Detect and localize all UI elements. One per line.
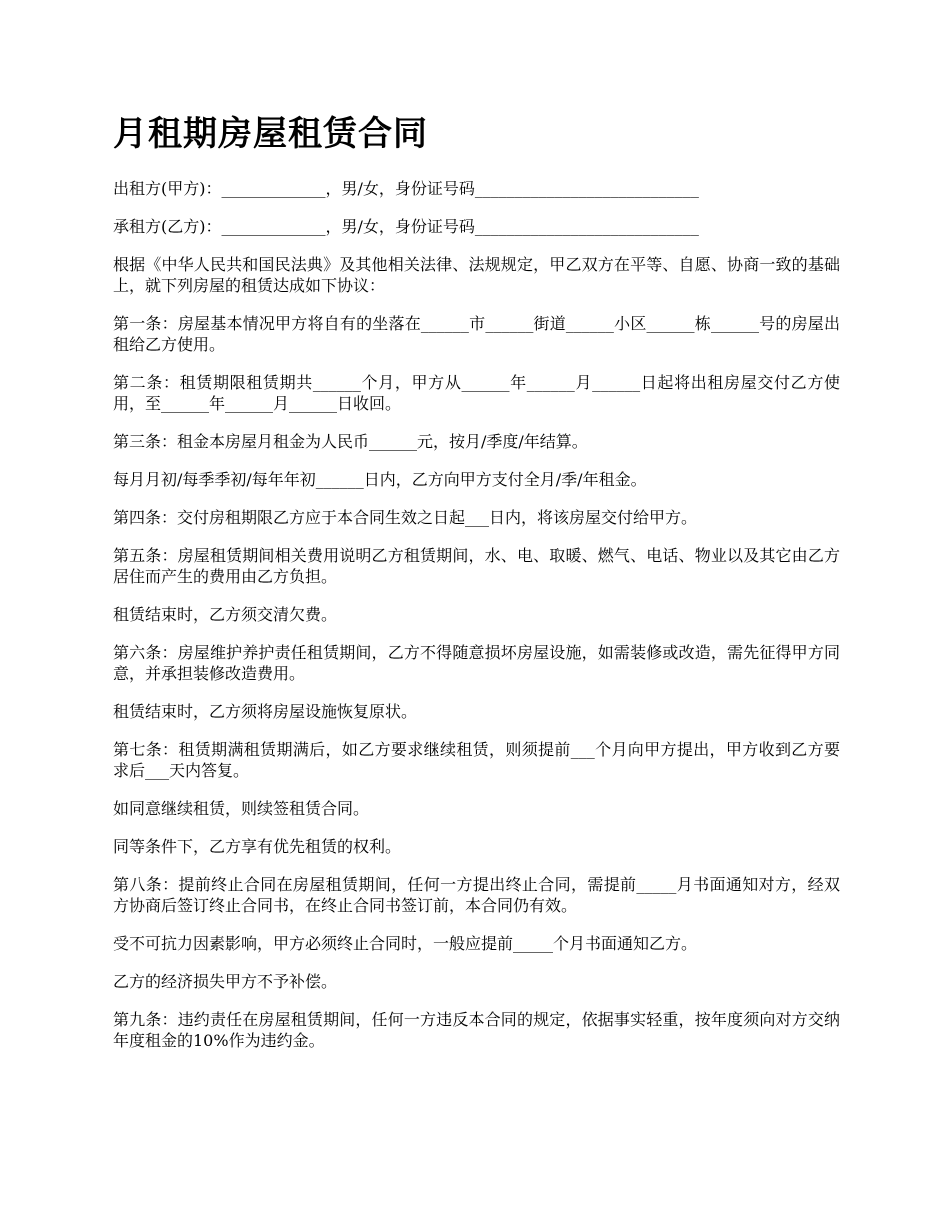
- clause-article-8-no-compensation: 乙方的经济损失甲方不予补偿。: [113, 972, 338, 991]
- clause-article-1: 第一条：房屋基本情况甲方将自有的坐落在______市______街道______小区______栋______号的房屋出租给乙方使用。: [113, 314, 840, 354]
- clause-article-3-payment: 每月月初/每季季初/每年年初______日内，乙方向甲方支付全月/季/年租金。: [113, 470, 647, 489]
- clause-article-4: 第四条：交付房租期限乙方应于本合同生效之日起___日内，将该房屋交付给甲方。: [113, 508, 698, 527]
- clause-lessee: 承租方(乙方)：_____________，男/女，身份证号码____________________________: [113, 217, 699, 236]
- clause-article-3: 第三条：租金本房屋月租金为人民币______元，按月/季度/年结算。: [113, 432, 588, 451]
- clause-article-5-end: 租赁结束时，乙方须交清欠费。: [113, 605, 338, 624]
- document-page: [113, 112, 840, 1068]
- clause-article-9: 第九条：违约责任在房屋租赁期间，任何一方违反本合同的规定，依据事实轻重，按年度须向对方交纳年度租金的10%作为违约金。: [113, 1010, 840, 1050]
- clause-preamble: 根据《中华人民共和国民法典》及其他相关法律、法规规定，甲乙双方在平等、自愿、协商一致的基础上，就下列房屋的租赁达成如下协议：: [113, 255, 840, 295]
- document-title: 月租期房屋租赁合同: [113, 114, 428, 154]
- clause-article-5: 第五条：房屋租赁期间相关费用说明乙方租赁期间，水、电、取暖、燃气、电话、物业以及其它由乙方居住而产生的费用由乙方负担。: [113, 546, 840, 586]
- clause-article-8-force-majeure: 受不可抗力因素影响，甲方必须终止合同时，一般应提前_____个月书面通知乙方。: [113, 934, 698, 953]
- clause-article-6: 第六条：房屋维护养护责任租赁期间，乙方不得随意损坏房屋设施，如需装修或改造，需先征得甲方同意，并承担装修改造费用。: [113, 643, 840, 683]
- clause-article-7-priority: 同等条件下，乙方享有优先租赁的权利。: [113, 837, 402, 856]
- clause-article-7: 第七条：租赁期满租赁期满后，如乙方要求继续租赁，则须提前___个月向甲方提出，甲方收到乙方要求后___天内答复。: [113, 740, 840, 780]
- clause-article-6-end: 租赁结束时，乙方须将房屋设施恢复原状。: [113, 702, 418, 721]
- clause-article-8: 第八条：提前终止合同在房屋租赁期间，任何一方提出终止合同，需提前_____月书面通知对方，经双方协商后签订终止合同书，在终止合同书签订前，本合同仍有效。: [113, 875, 840, 915]
- clause-lessor: 出租方(甲方)：_____________，男/女，身份证号码____________________________: [113, 179, 699, 198]
- clause-article-7-renew: 如同意继续租赁，则续签租赁合同。: [113, 799, 370, 818]
- clause-article-2: 第二条：租赁期限租赁期共______个月，甲方从______年______月______日起将出租房屋交付乙方使用，至______年______月______日收回。: [113, 373, 840, 413]
